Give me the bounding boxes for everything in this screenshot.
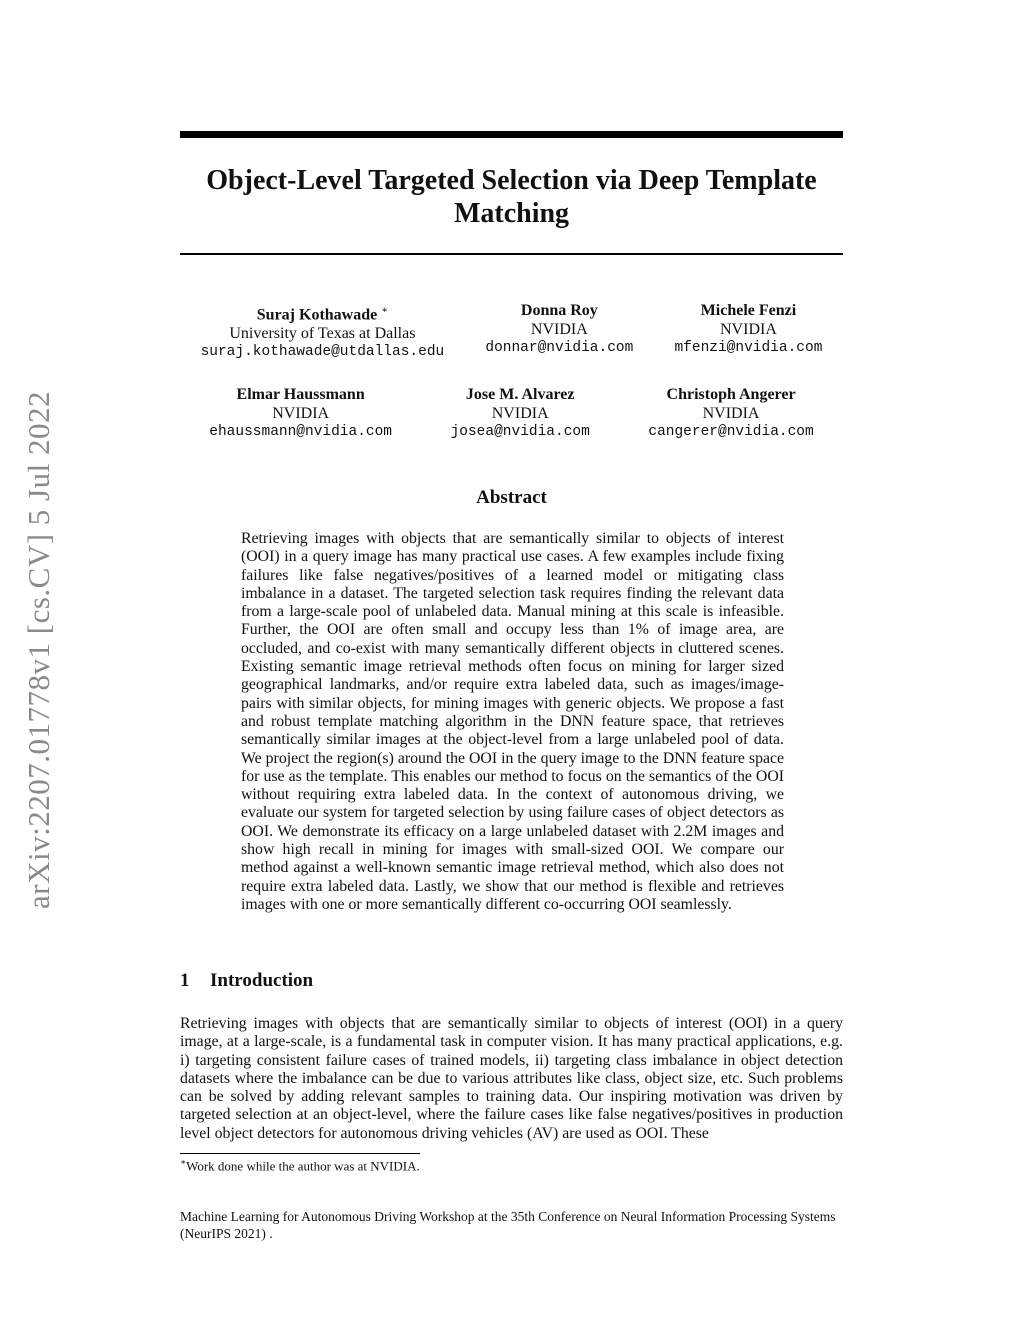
arxiv-identifier [14,370,64,930]
author-email[interactable]: josea@nvidia.com [450,424,590,440]
authors-row-1 [180,301,843,362]
author-email[interactable]: cangerer@nvidia.com [648,424,814,440]
author-block [201,301,445,362]
introduction-text: Retrieving images with objects that are semantically similar to objects of interest (OOI) in a query image, at a large-scale, is a fundamental task in computer vision. It has many practical applications, e.g. i) targeting consistent failure cases of trained models, ii) targeting class imbalance in object detection datasets where the imbalance can be due to various attributes like class, object size, etc. Such problems can be solved by adding relevant samples to training data. Our inspiring motivation was driven by targeted selection at an object-level, where the failure cases like false negatives/positives in production level object detectors for autonomous driving vehicles (AV) are used as OOI. These [180,1015,843,1142]
author-name: Suraj Kothawade ∗ [256,305,389,324]
abstract-heading: Abstract [476,487,547,508]
author-affiliation: NVIDIA [720,321,777,338]
author-affiliation: NVIDIA [272,405,330,422]
footnote [180,1157,843,1174]
author-name: Christoph Angerer [666,386,796,403]
footnote-text: Work done while the author was at NVIDIA. [186,1158,420,1174]
author-email[interactable]: suraj.kothawade@utdallas.edu [200,344,445,361]
abstract-text: Retrieving images with objects that are semantically similar to objects of interest (OOI) in a query image has many practical use cases. A few examples include fixing failures like false negatives/positives of a learned model or mitigating class imbalance in a dataset. The targeted selection task requires finding the relevant data from a large-scale pool of unlabeled data. Manual mining at this scale is infeasible. Further, the OOI are often small and occupy less than 1% of image area, are occluded, and co-exist with many semantically different objects in cluttered scenes. Existing semantic image retrieval methods often focus on mining for larger sized geographical landmarks, and/or require extra labeled data, such as images/image-pairs with similar objects, for mining images with generic objects. We propose a fast and robust template matching algorithm in the DNN feature space, that retrieves semantically similar images at the object-level from a large unlabeled pool of data. We project the region(s) around the OOI in the query image to the DNN feature space for use as the template. This enables our method to focus on the semantics of the OOI without requiring extra labeled data. In the context of autonomous driving, we evaluate our system for targeted selection by using failure cases of object detectors as OOI. We demonstrate its efficacy on a large unlabeled dataset with 2.2M images and show high recall in mining for images with small-sized OOI. We compare our method against a well-known semantic image retrieval method, which also does not require extra labeled data. Lastly, we show that our method is flexible and retrieves images with one or more semantically different co-occurring OOI seamlessly. [241,530,784,913]
footnote-mark: ∗ [180,1157,187,1167]
author-email[interactable]: ehaussmann@nvidia.com [209,424,393,440]
author-footnote-mark: ∗ [381,305,389,316]
author-name: Michele Fenzi [700,302,797,319]
arxiv-identifier-text: arXiv:2207.01778v1 [cs.CV] 5 Jul 2022 [21,391,56,909]
author-block [674,301,822,362]
author-affiliation: NVIDIA [491,405,549,422]
author-name: Donna Roy [520,302,598,319]
author-name: Jose M. Alvarez [465,386,575,403]
author-block [648,385,813,442]
author-affiliation: NVIDIA [702,405,760,422]
title-bottom-rule [180,253,843,255]
author-email[interactable]: mfenzi@nvidia.com [674,340,823,356]
section-heading-introduction [180,970,313,992]
authors-row-2 [180,385,843,442]
author-block [451,385,590,442]
author-affiliation: NVIDIA [530,321,588,338]
author-block [485,301,633,362]
author-affiliation: University of Texas at Dallas [229,325,416,343]
author-block [209,385,392,442]
paper-title: Object-Level Targeted Selection via Deep Template Matching [206,165,817,229]
title-top-rule [180,131,843,138]
footnote-rule [180,1153,420,1154]
author-email[interactable]: donnar@nvidia.com [485,340,634,356]
section-number: 1 [180,970,190,991]
venue-note: Machine Learning for Autonomous Driving Workshop at the 35th Conference on Neural Information Processing Systems (NeurIPS 2021) . [180,1209,836,1241]
section-title: Introduction [210,970,314,991]
author-name: Elmar Haussmann [236,386,365,403]
